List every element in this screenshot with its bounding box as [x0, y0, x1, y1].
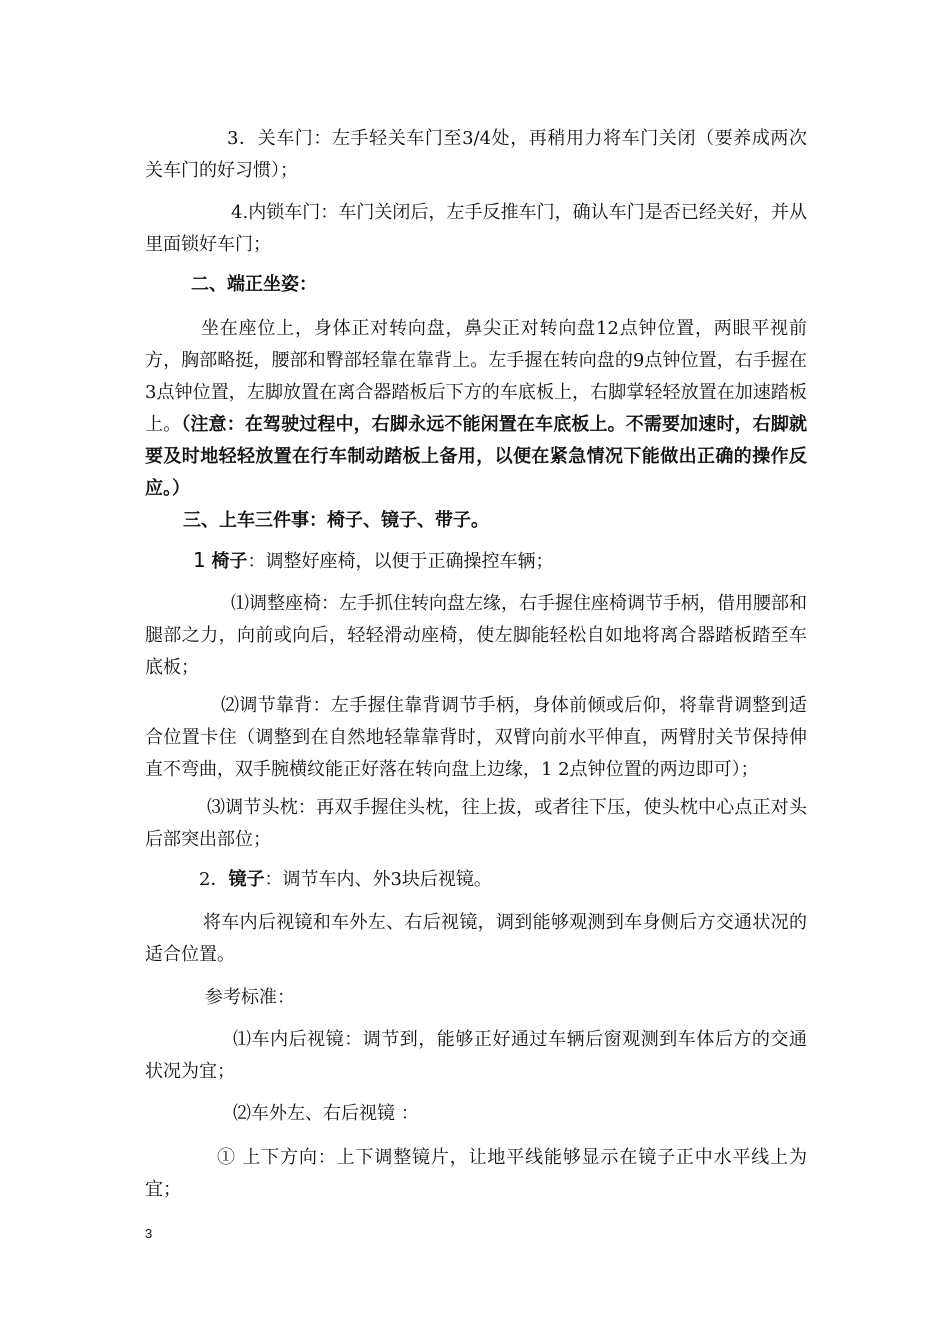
paragraph-outer-mirrors: ⑵车外左、右后视镜 ： — [233, 1103, 419, 1124]
paragraph-reference: 参考标准： — [205, 987, 295, 1008]
posture-text: 坐在座位上，身体正对转向盘，鼻尖正对转向盘12点钟位置，两眼平视前方，胸部略挺，腰部和臀部轻靠在靠背上。左手握在转向盘的9点钟位置，右手握在3点钟位置，左脚放置在离合器踏板后下方的车底板上，右脚掌轻轻放置在加速踏板上。 — [145, 318, 807, 435]
paragraph-adjust-backrest: ⑵调节靠背：左手握住靠背调节手柄，身体前倾或后仰，将靠背调整到适合位置卡住（调整到在自然地轻靠靠背时，双臂向前水平伸直，两臂肘关节保持伸直不弯曲，双手腕横纹能正好落在转向盘上边缘，1 2点钟位置的两边即可）； — [145, 695, 807, 780]
paragraph-adjust-headrest: ⑶调节头枕：再双手握住头枕，往上拔，或者往下压，使头枕中心点正对头后部突出部位； — [145, 797, 807, 850]
chair-text: ：调整好座椅，以便于正确操控车辆； — [247, 551, 554, 572]
posture-note: （注意：在驾驶过程中，右脚永远不能闲置在车底板上。不需要加速时，右脚就要及时地轻轻放置在行车制动踏板上备用，以便在紧急情况下能做出正确的操作反应。） — [145, 414, 807, 499]
section-mirror — [145, 864, 807, 896]
section-chair — [145, 544, 807, 578]
mirror-text: ：调节车内、外3块后视镜。 — [264, 869, 492, 890]
heading-sitting-posture: 二、端正坐姿： — [191, 274, 317, 295]
paragraph-mirror-desc: 将车内后视镜和车外左、右后视镜，调到能够观测到车身侧后方交通状况的适合位置。 — [145, 912, 807, 965]
paragraph-vertical-adjust: ① 上下方向：上下调整镜片，让地平线能够显示在镜子正中水平线上为宜； — [145, 1147, 807, 1200]
mirror-title: 镜子 — [228, 869, 265, 890]
paragraph-sitting-posture — [145, 313, 807, 505]
paragraph-lock-door: 4.内锁车门：车门关闭后，左手反推车门，确认车门是否已经关好，并从里面锁好车门； — [145, 202, 807, 255]
paragraph-close-door: 3．关车门：左手轻关车门至3/4处，再稍用力将车门关闭（要养成两次关车门的好习惯）； — [145, 128, 807, 181]
paragraph-adjust-seat: ⑴调整座椅：左手抓住转向盘左缘，右手握住座椅调节手柄，借用腰部和腿部之力，向前或向后，轻轻滑动座椅，使左脚能轻松自如地将离合器踏板踏至车底板； — [145, 593, 807, 678]
mirror-number: 2． — [199, 869, 229, 890]
paragraph-inner-mirror: ⑴车内后视镜：调节到，能够正好通过车辆后窗观测到车体后方的交通状况为宜； — [145, 1029, 807, 1082]
heading-three-things: 三、上车三件事：椅子、镜子、带子。 — [183, 510, 489, 531]
chair-number: 1 — [193, 548, 206, 572]
chair-title: 椅子 — [211, 551, 248, 572]
page-number: 3 — [145, 1226, 153, 1241]
